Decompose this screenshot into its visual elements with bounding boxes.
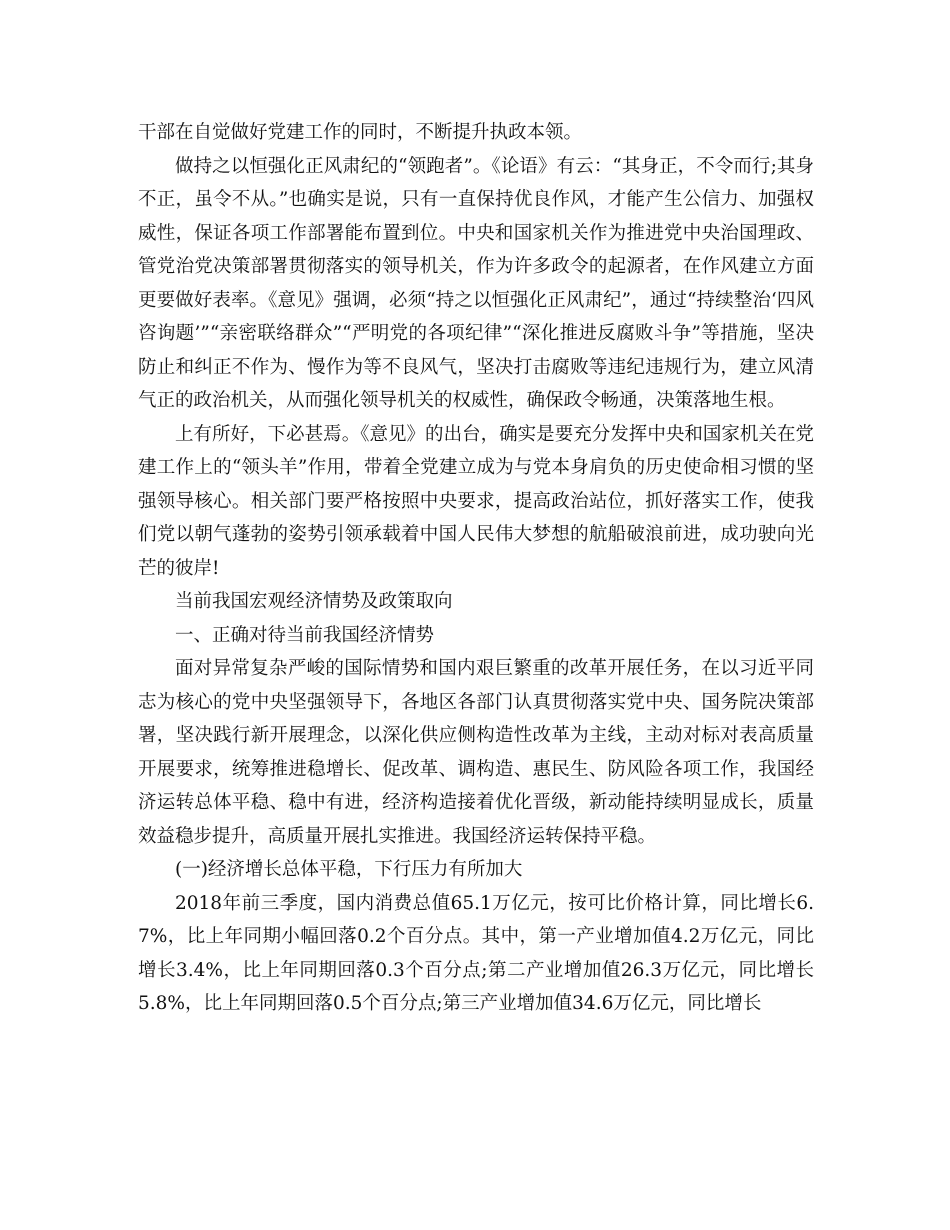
paragraph-conclusion: 上有所好，下必甚焉。《意见》的出台，确实是要充分发挥中央和国家机关在党建工作上的“领头羊”作用，带着全党建立成为与党本身肩负的历史使命相习惯的坚强领导核心。相关部门要严格按照中央要求，提高政治站位，抓好落实工作，使我们党以朝气蓬勃的姿势引领承载着中国人民伟大梦想的航船破浪前进，成功驶向光芒的彼岸! [138, 423, 814, 579]
paragraph-continued-intro: 干部在自觉做好党建工作的同时，不断提升执政本领。 [138, 122, 583, 143]
section-heading-1: 一、正确对待当前我国经济情势 [175, 624, 435, 646]
paragraph-gdp-statistics: 2018年前三季度，国内消费总值65.1万亿元，按可比价格计算，同比增长6.7%，比上年同期小幅回落0.2个百分点。其中，第一产业增加值4.2万亿元，同比增长3.4%，比上年同期回落0.3个百分点;第二产业增加值26.3万亿元，同比增长5.8%，比上年同期回落0.5个百分点;第三产业增加值34.6万亿元，同比增长 [138, 892, 814, 1014]
document-body [138, 116, 814, 1021]
subsection-heading-1: (一)经济增长总体平稳，下行压力有所加大 [175, 859, 523, 880]
paragraph-leading-runner: 做持之以恒强化正风肃纪的“领跑者”。《论语》有云：“其身正，不令而行;其身不正，虽令不从。”也确实是说，只有一直保持优良作风，才能产生公信力、加强权威性，保证各项工作部署能布置到位。中央和国家机关作为推进党中央治国理政、管党治党决策部署贯彻落实的领导机关，作为许多政令的起源者，在作风建立方面更要做好表率。《意见》强调，必须“持之以恒强化正风肃纪”，通过“持续整治‘四风咨询题’”“亲密联络群众”“严明党的各项纪律”“深化推进反腐败斗争”等措施，坚决防止和纠正不作为、慢作为等不良风气，坚决打击腐败等违纪违规行为，建立风清气正的政治机关，从而强化领导机关的权威性，确保政令畅通，决策落地生根。 [138, 155, 814, 411]
paragraph-economic-overview: 面对异常复杂严峻的国际情势和国内艰巨繁重的改革开展任务，在以习近平同志为核心的党中央坚强领导下，各地区各部门认真贯彻落实党中央、国务院决策部署，坚决践行新开展理念，以深化供应侧构造性改革为主线，主动对标对表高质量开展要求，统筹推进稳增长、促改革、调构造、惠民生、防风险各项工作，我国经济运转总体平稳、稳中有进，经济构造接着优化晋级，新动能持续明显成长，质量效益稳步提升，高质量开展扎实推进。我国经济运转保持平稳。 [138, 658, 814, 847]
section-title: 当前我国宏观经济情势及政策取向 [175, 591, 453, 612]
